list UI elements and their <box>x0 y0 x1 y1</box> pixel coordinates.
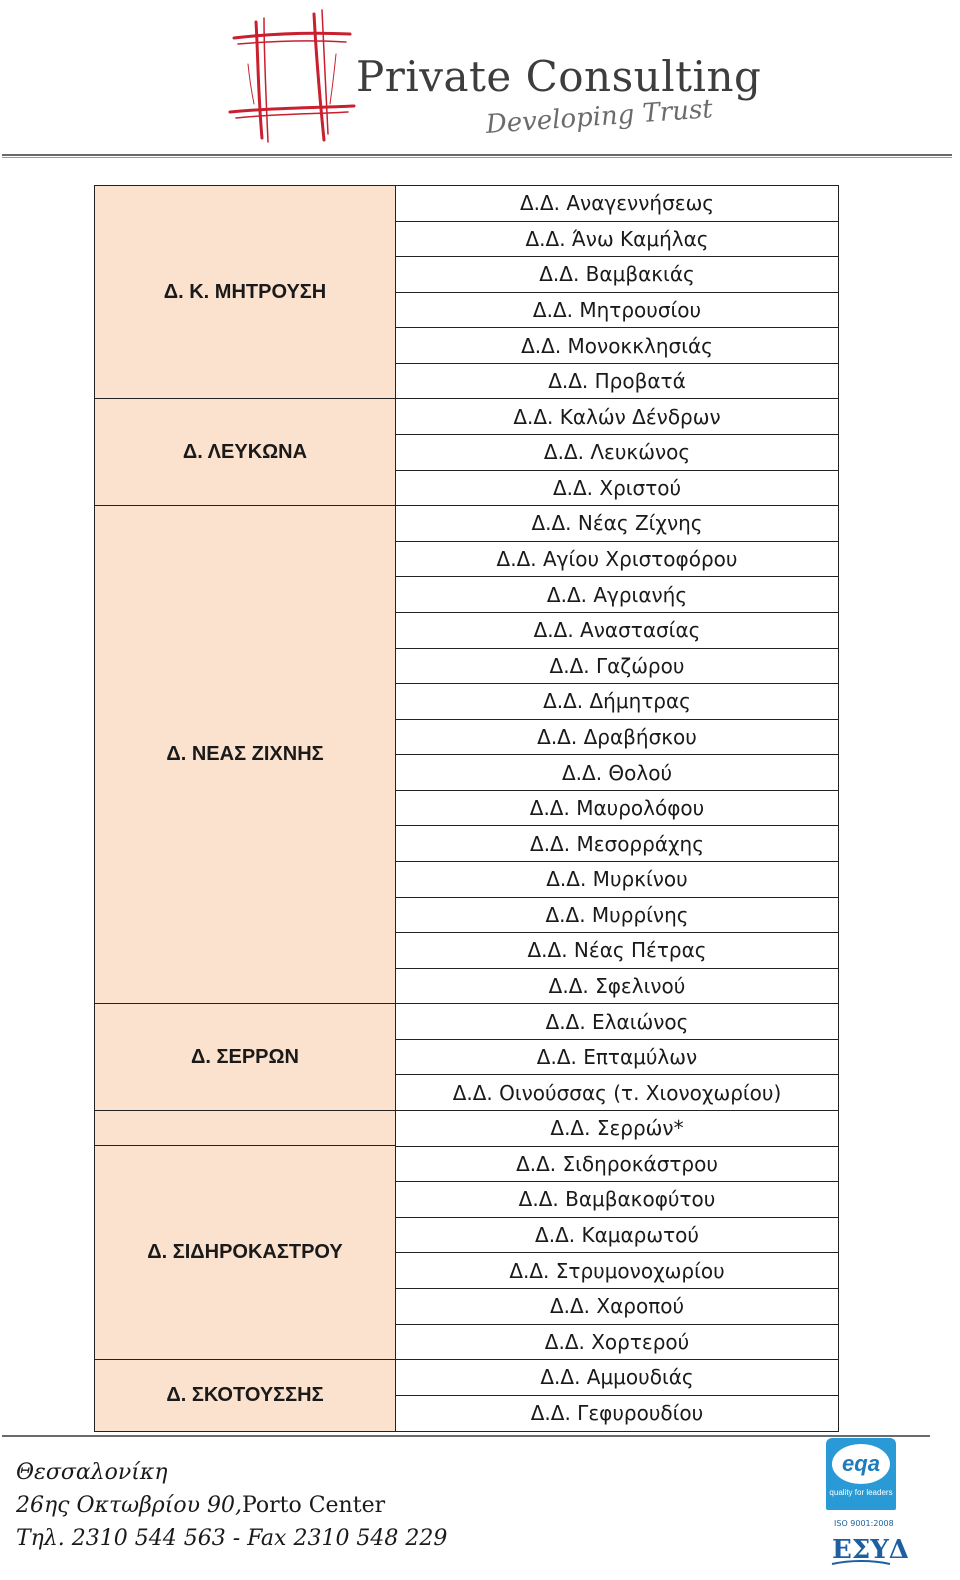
municipality-cell: Δ. ΣΙΔΗΡΟΚΑΣΤΡΟΥ <box>95 1146 395 1359</box>
footer-address <box>16 1493 385 1518</box>
district-cell: Δ.Δ. Αγίου Χριστοφόρου <box>396 542 838 578</box>
municipality-cell: Δ. ΛΕΥΚΩΝΑ <box>95 399 395 506</box>
municipality-cell: Δ. ΝΕΑΣ ΖΙΧΝΗΣ <box>95 506 395 1004</box>
district-cell: Δ.Δ. Σιδηροκάστρου <box>396 1147 838 1183</box>
footer-address-street: 26ης Οκτωβρίου 90, <box>16 1493 242 1518</box>
esyd-logo-text: ΕΣΥΔ <box>832 1535 909 1565</box>
district-cell: Δ.Δ. Στρυμονοχωρίου <box>396 1253 838 1289</box>
district-cell: Δ.Δ. Γαζώρου <box>396 649 838 685</box>
district-cell: Δ.Δ. Χαροπού <box>396 1289 838 1325</box>
district-cell: Δ.Δ. Βαμβακοφύτου <box>396 1182 838 1218</box>
municipality-column <box>95 186 396 1431</box>
footer-city: Θεσσαλονίκη <box>16 1460 168 1485</box>
header-divider <box>2 154 952 158</box>
district-cell: Δ.Δ. Χριστού <box>396 471 838 507</box>
district-cell: Δ.Δ. Μαυρολόφου <box>396 791 838 827</box>
district-cell: Δ.Δ. Νέας Πέτρας <box>396 933 838 969</box>
eqa-badge-icon <box>832 1444 890 1484</box>
district-cell: Δ.Δ. Αμμουδιάς <box>396 1360 838 1396</box>
district-cell: Δ.Δ. Θολού <box>396 755 838 791</box>
eqa-logo-text: eqa <box>842 1451 880 1476</box>
district-cell: Δ.Δ. Λευκώνος <box>396 435 838 471</box>
district-cell: Δ.Δ. Άνω Καμήλας <box>396 222 838 258</box>
district-cell: Δ.Δ. Σερρών* <box>396 1111 838 1147</box>
municipality-cell: Δ. ΣΚΟΤΟΥΣΣΗΣ <box>95 1360 395 1431</box>
municipality-cell: Δ. ΣΕΡΡΩΝ <box>95 1004 395 1111</box>
company-tagline: Developing Trust <box>484 94 714 140</box>
district-cell: Δ.Δ. Δραβήσκου <box>396 720 838 756</box>
district-column <box>396 186 838 1431</box>
eqa-certification-logo <box>826 1438 896 1510</box>
municipality-cell <box>95 1111 395 1147</box>
municipalities-table <box>94 185 839 1432</box>
district-cell: Δ.Δ. Γεφυρουδίου <box>530 1401 704 1426</box>
district-cell: Δ.Δ. Αγριανής <box>396 577 838 613</box>
district-cell: Δ.Δ. Χορτερού <box>396 1325 838 1361</box>
esyd-accreditation-logo-icon <box>830 1514 909 1574</box>
district-cell: Δ.Δ. Μεσορράχης <box>396 826 838 862</box>
page-header <box>0 0 960 160</box>
district-cell: Δ.Δ. Ελαιώνος <box>396 1004 838 1040</box>
footer-address-building: Porto Center <box>241 1493 386 1518</box>
district-cell: Δ.Δ. Μητρουσίου <box>396 293 838 329</box>
district-cell: Δ.Δ. Καλών Δένδρων <box>396 399 838 435</box>
district-cell: Δ.Δ. Μονοκκλησιάς <box>396 328 838 364</box>
company-logo-icon <box>228 4 358 144</box>
svg-text:ISO 9001:2008: ISO 9001:2008 <box>834 1519 894 1528</box>
district-cell: Δ.Δ. Σφελινού <box>396 969 838 1005</box>
company-name: Private Consulting <box>356 52 762 101</box>
district-cell: Δ.Δ. Μυρκίνου <box>396 862 838 898</box>
municipality-cell: Δ. Κ. ΜΗΤΡΟΥΣΗ <box>95 186 395 399</box>
district-cell: Δ.Δ. Επταμύλων <box>396 1040 838 1076</box>
footer-divider <box>2 1435 930 1438</box>
district-cell: Δ.Δ. Δήμητρας <box>396 684 838 720</box>
district-cell: Δ.Δ. Οινούσσας (τ. Χιονοχωρίου) <box>396 1075 838 1111</box>
district-cell: Δ.Δ. Αναστασίας <box>396 613 838 649</box>
district-cell: Δ.Δ. Μυρρίνης <box>396 898 838 934</box>
district-cell: Δ.Δ. Βαμβακιάς <box>396 257 838 293</box>
footer-phone: Τηλ. 2310 544 563 - Fax 2310 548 229 <box>16 1526 448 1551</box>
district-cell: Δ.Δ. Προβατά <box>396 364 838 400</box>
district-cell: Δ.Δ. Νέας Ζίχνης <box>396 506 838 542</box>
eqa-subtitle: quality for leaders <box>829 1488 893 1497</box>
district-cell: Δ.Δ. Καμαρωτού <box>396 1218 838 1254</box>
district-cell: Δ.Δ. Αναγεννήσεως <box>396 186 838 222</box>
